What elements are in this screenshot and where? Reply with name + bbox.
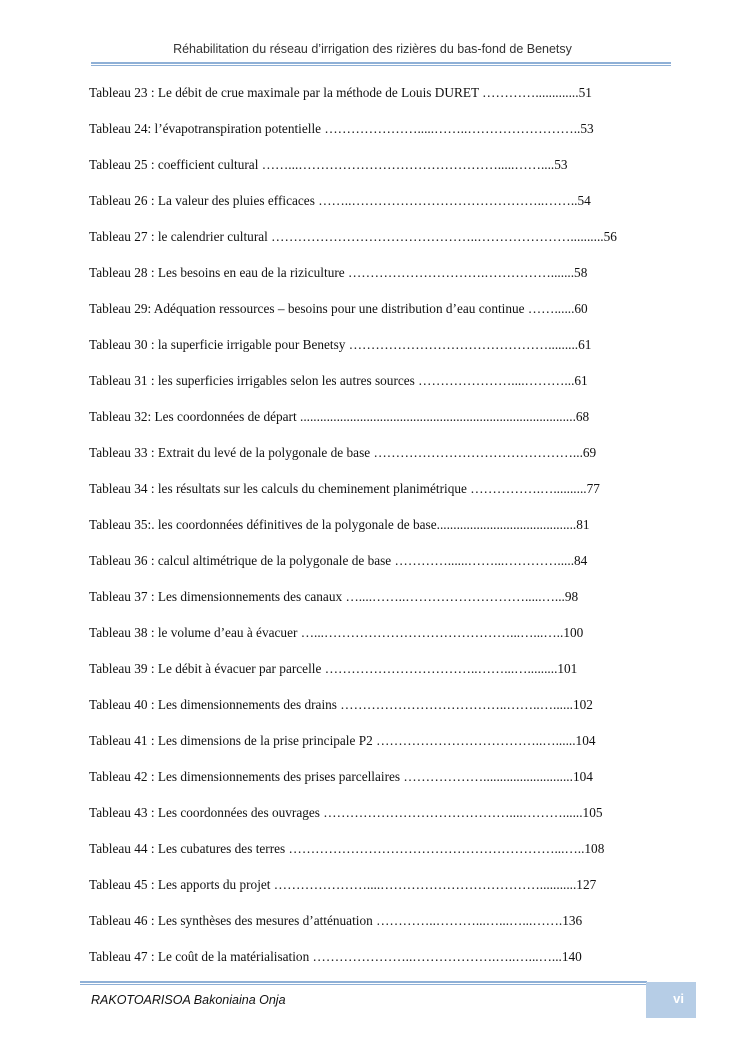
toc-entry[interactable]: Tableau 43 : Les coordonnées des ouvrages ……………………………………....………......105 <box>89 805 603 820</box>
toc-entry[interactable]: Tableau 42 : Les dimensionnements des prises parcellaires ………………...........................104 <box>89 769 593 784</box>
toc-entry[interactable]: Tableau 33 : Extrait du levé de la polygonale de base ………………………………………...69 <box>89 445 597 460</box>
footer-divider <box>80 981 647 985</box>
toc-entry[interactable]: Tableau 28 : Les besoins en eau de la riziculture ………………………….…………….......58 <box>89 265 588 280</box>
toc-entry[interactable]: Tableau 23 : Le débit de crue maximale par la méthode de Louis DURET ………….............51 <box>89 85 592 100</box>
toc-entry[interactable]: Tableau 27 : le calendrier cultural ………………………………………..…………………..........56 <box>89 229 617 244</box>
toc-entry[interactable]: Tableau 45 : Les apports du projet …………………....………………………………...........127 <box>89 877 597 892</box>
toc-entry[interactable]: Tableau 30 : la superficie irrigable pour Benetsy ……………………………………….........61 <box>89 337 592 352</box>
page-header-title: Réhabilitation du réseau d’irrigation des rizières du bas-fond de Benetsy <box>173 42 572 56</box>
toc-entry[interactable]: Tableau 35:. les coordonnées définitives de la polygonale de base..........................................81 <box>89 517 590 532</box>
toc-entry[interactable]: Tableau 34 : les résultats sur les calculs du cheminement planimétrique …………….…..........77 <box>89 481 600 496</box>
toc-entry[interactable]: Tableau 32: Les coordonnées de départ ...................................................................................68 <box>89 409 590 424</box>
toc-entry[interactable]: Tableau 40 : Les dimensionnements des drains ………………………………..……..…......102 <box>89 697 593 712</box>
toc-entry[interactable]: Tableau 44 : Les cubatures des terres ……………………………………………………...…..108 <box>89 841 605 856</box>
toc-entry[interactable]: Tableau 31 : les superficies irrigables selon les autres sources …………………....………...61 <box>89 373 588 388</box>
toc-entry[interactable]: Tableau 41 : Les dimensions de la prise principale P2 ………………………………..…......104 <box>89 733 596 748</box>
toc-entry[interactable]: Tableau 39 : Le débit à évacuer par parcelle ……………………………..……...….........101 <box>89 661 578 676</box>
toc-entry[interactable]: Tableau 38 : le volume d’eau à évacuer …...……………………………………...…...…..100 <box>89 625 584 640</box>
header-divider <box>91 62 671 66</box>
toc-entry[interactable]: Tableau 24: l’évapotranspiration potentielle ………………….....……..……………………..53 <box>89 121 594 136</box>
page-number-badge: vi <box>646 982 696 1018</box>
toc-entry[interactable]: Tableau 46 : Les synthèses des mesures d’atténuation …………..………...…...…...…….136 <box>89 913 583 928</box>
toc-entry[interactable]: Tableau 37 : Les dimensionnements des canaux …....……..……………………….....…...98 <box>89 589 579 604</box>
footer-author: RAKOTOARISOA Bakoniaina Onja <box>91 993 286 1007</box>
toc-entry[interactable]: Tableau 26 : La valeur des pluies efficaces ……..……………………………………..……..54 <box>89 193 591 208</box>
toc-entry[interactable]: Tableau 29: Adéquation ressources – besoins pour une distribution d’eau continue ……......60 <box>89 301 588 316</box>
toc-entry[interactable]: Tableau 47 : Le coût de la matérialisation …………………..……………….…..…...…...140 <box>89 949 582 964</box>
toc-entry[interactable]: Tableau 25 : coefficient cultural ……...……………………………………….....……....53 <box>89 157 568 172</box>
toc-entry[interactable]: Tableau 36 : calcul altimétrique de la polygonale de base …………......……...………….....84 <box>89 553 588 568</box>
list-of-tables <box>89 84 659 984</box>
